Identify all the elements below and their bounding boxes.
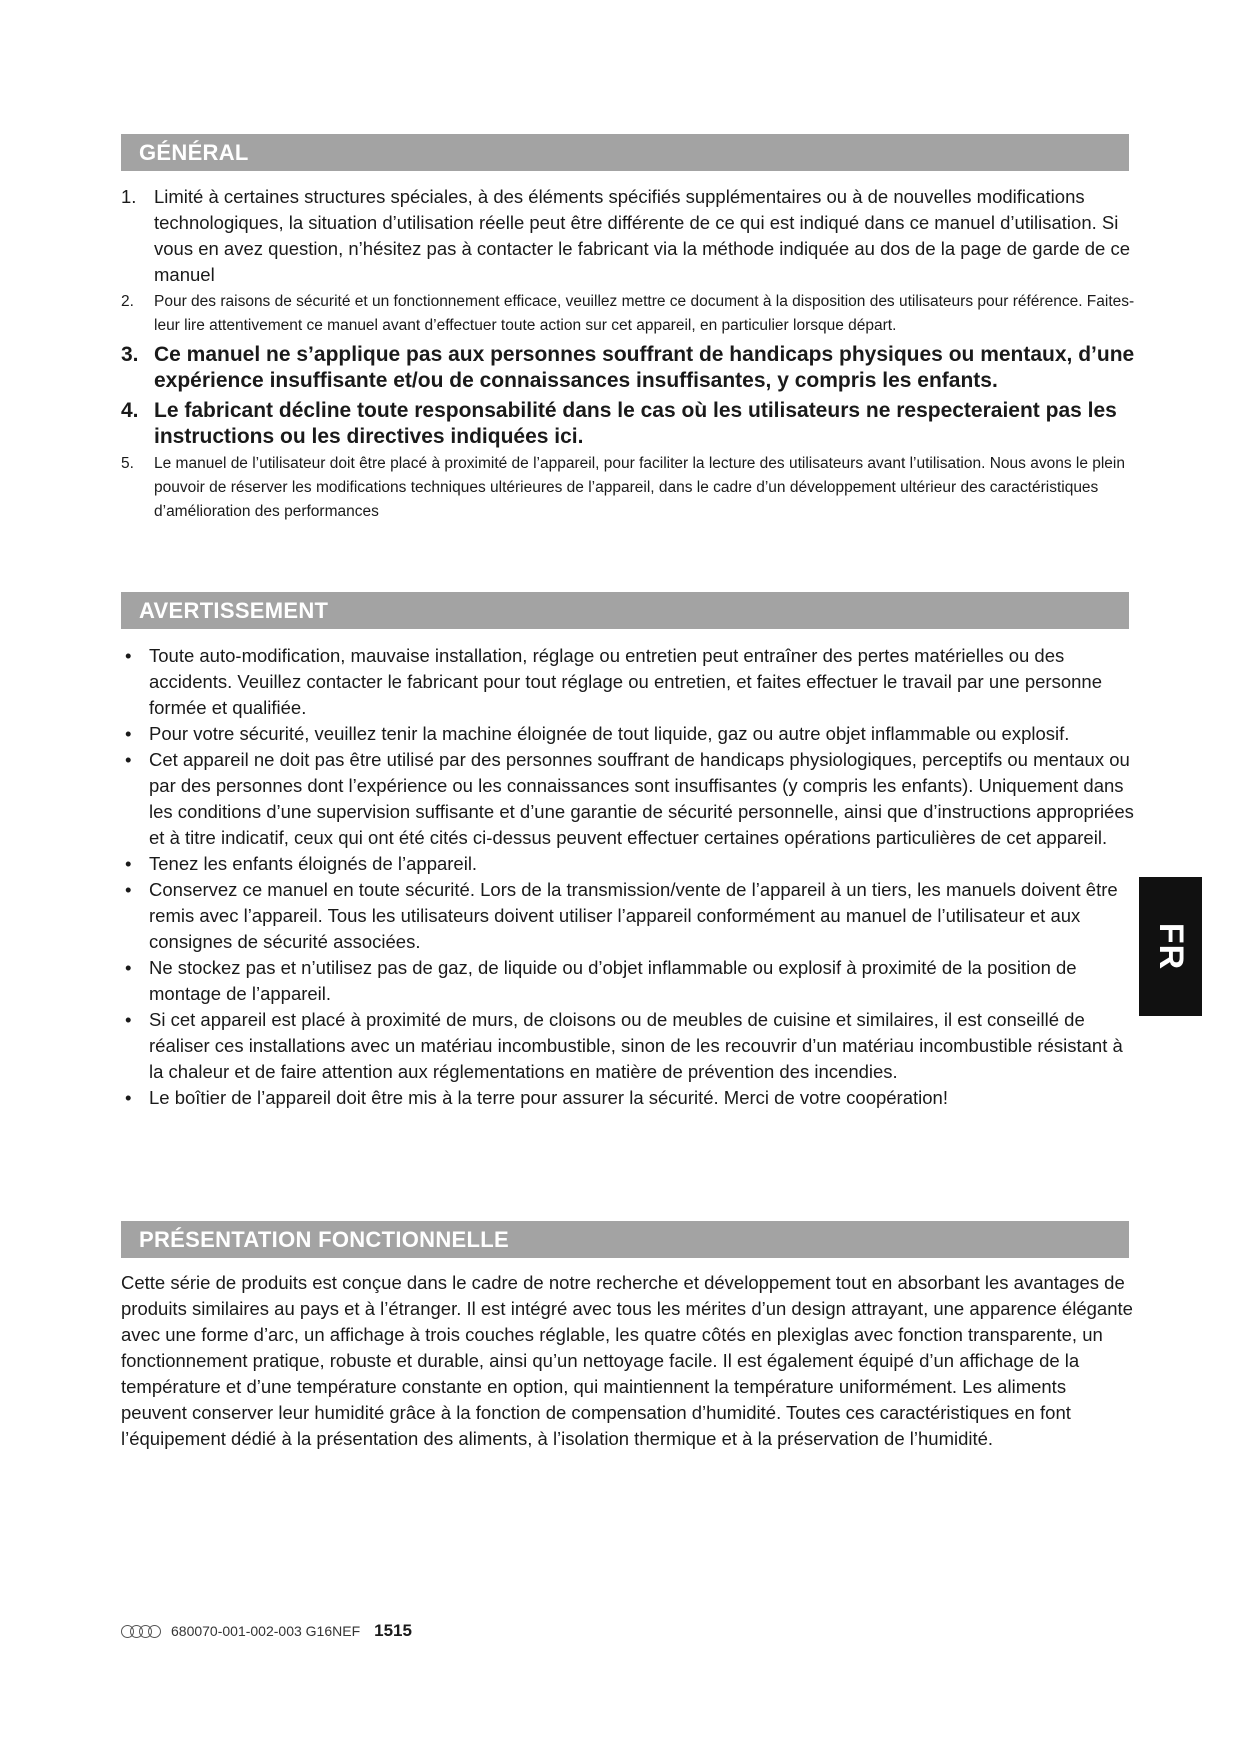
warning-item-3 bbox=[121, 747, 1136, 851]
page-number: 1515 bbox=[374, 1621, 412, 1640]
language-tab-label: FR bbox=[1151, 922, 1190, 971]
warning-item-1 bbox=[121, 643, 1136, 721]
item-number: 4. bbox=[121, 399, 139, 422]
bullet-icon: • bbox=[125, 749, 132, 770]
item-number: 2. bbox=[121, 293, 134, 310]
item-text: Cet appareil ne doit pas être utilisé par des personnes souffrant de handicaps physiologiques, perceptifs ou mentaux ou par des personnes dont l’expérience ou les connaissances sont insuffisantes (y compris les enfants). Uniquement dans les conditions d’une supervision suffisante et d’une garantie de sécurité personnelle, ainsi que d’instructions appropriées et à titre indicatif, ceux qui ont été cités ci-dessus peuvent effectuer certaines opérations particulières de cet appareil. bbox=[149, 749, 1134, 848]
item-number: 1. bbox=[121, 186, 137, 207]
item-text: Le boîtier de l’appareil doit être mis à la terre pour assurer la sécurité. Merci de votre coopération! bbox=[149, 1087, 948, 1108]
general-list-block bbox=[121, 184, 1136, 524]
item-text: Le fabricant décline toute responsabilité dans le cas où les utilisateurs ne respecteraient pas les instructions ou les directives indiquées ici. bbox=[154, 399, 1117, 448]
item-text: Tenez les enfants éloignés de l’appareil. bbox=[149, 853, 478, 874]
warning-item-5 bbox=[121, 877, 1136, 955]
item-text: Limité à certaines structures spéciales, à des éléments spécifiés supplémentaires ou à de nouvelles modifications technologiques, la situation d’utilisation réelle peut être différente de ce qui est indiqué dans ce manuel d’utilisation. Si vous en avez question, n’hésitez pas à contacter le fabricant via la méthode indiquée au dos de la page de garde de ce manuel bbox=[154, 186, 1131, 285]
language-tab bbox=[1139, 877, 1202, 1016]
bullet-icon: • bbox=[125, 853, 132, 874]
bullet-icon: • bbox=[125, 723, 132, 744]
general-item-1 bbox=[121, 184, 1136, 288]
warning-item-2 bbox=[121, 721, 1136, 747]
warning-item-8 bbox=[121, 1085, 1136, 1111]
warning-item-6 bbox=[121, 955, 1136, 1007]
section-header-general: GÉNÉRAL bbox=[121, 134, 1129, 171]
bullet-icon: • bbox=[125, 1009, 132, 1030]
warning-item-7 bbox=[121, 1007, 1136, 1085]
warning-list bbox=[121, 643, 1136, 1111]
bullet-icon: • bbox=[125, 957, 132, 978]
item-text: Toute auto-modification, mauvaise installation, réglage ou entretien peut entraîner des pertes matérielles ou des accidents. Veuillez contacter le fabricant pour tout réglage ou entretien, et faites effectuer le travail par une personne formée et qualifiée. bbox=[149, 645, 1102, 718]
item-text: Si cet appareil est placé à proximité de murs, de cloisons ou de meubles de cuisine et similaires, il est conseillé de réaliser ces installations avec un matériau incombustible, sinon de les recouvrir d’un matériau incombustible résistant à la chaleur et de faire attention aux réglementations en matière de prévention des incendies. bbox=[149, 1009, 1123, 1082]
item-text: Pour votre sécurité, veuillez tenir la machine éloignée de tout liquide, gaz ou autre objet inflammable ou explosif. bbox=[149, 723, 1070, 744]
rings-logo-icon bbox=[121, 1625, 157, 1638]
general-item-3 bbox=[121, 342, 1136, 394]
item-text: Ne stockez pas et n’utilisez pas de gaz, de liquide ou d’objet inflammable ou explosif à proximité de la position de montage de l’appareil. bbox=[149, 957, 1077, 1004]
bullet-icon: • bbox=[125, 1087, 132, 1108]
bullet-icon: • bbox=[125, 645, 132, 666]
section-header-warning: AVERTISSEMENT bbox=[121, 592, 1129, 629]
presentation-paragraph: Cette série de produits est conçue dans le cadre de notre recherche et développement tout en absorbant les avantages de produits similaires au pays et à l’étranger. Il est intégré avec tous les mérites d’un design attrayant, une apparence élégante avec une forme d’arc, un affichage à trois couches réglable, les quatre côtés en plexiglas avec fonction transparente, un fonctionnement pratique, robuste et durable, ainsi qu’un nettoyage facile. Il est également équipé d’un affichage de la température et d’une température constante en option, qui maintiennent la température uniformément. Les aliments peuvent conserver leur humidité grâce à la fonction de compensation d’humidité. Toutes ces caractéristiques en font l’équipement dédié à la présentation des aliments, à l’isolation thermique et à la préservation de l’humidité. bbox=[121, 1272, 1133, 1449]
general-item-5 bbox=[121, 452, 1136, 524]
item-number: 5. bbox=[121, 455, 134, 472]
item-text: Pour des raisons de sécurité et un fonctionnement efficace, veuillez mettre ce document à la disposition des utilisateurs pour référence. Faites-leur lire attentivement ce manuel avant d’effectuer toute action sur cet appareil, en particulier lorsque départ. bbox=[154, 293, 1135, 334]
item-text: Conservez ce manuel en toute sécurité. Lors de la transmission/vente de l’appareil à un tiers, les manuels doivent être remis avec l’appareil. Tous les utilisateurs doivent utiliser l’appareil conformément au manuel de l’utilisateur et aux consignes de sécurité associées. bbox=[149, 879, 1118, 952]
general-list bbox=[121, 184, 1136, 524]
warning-item-4 bbox=[121, 851, 1136, 877]
presentation-block bbox=[121, 1270, 1136, 1452]
warning-list-block bbox=[121, 643, 1136, 1111]
general-item-2 bbox=[121, 290, 1136, 338]
section-header-presentation: PRÉSENTATION FONCTIONNELLE bbox=[121, 1221, 1129, 1258]
item-number: 3. bbox=[121, 343, 139, 366]
page-footer bbox=[121, 1621, 412, 1641]
item-text: Le manuel de l’utilisateur doit être placé à proximité de l’appareil, pour faciliter la lecture des utilisateurs avant l’utilisation. Nous avons le plein pouvoir de réserver les modifications techniques ultérieures de l’appareil, dans le cadre d’un développement ultérieur des caractéristiques d’amélioration des performances bbox=[154, 455, 1125, 520]
general-item-4 bbox=[121, 398, 1136, 450]
bullet-icon: • bbox=[125, 879, 132, 900]
item-text: Ce manuel ne s’applique pas aux personnes souffrant de handicaps physiques ou mentaux, d’une expérience insuffisante et/ou de connaissances insuffisantes, y compris les enfants. bbox=[154, 343, 1135, 392]
footer-code: 680070-001-002-003 G16NEF bbox=[171, 1623, 361, 1639]
